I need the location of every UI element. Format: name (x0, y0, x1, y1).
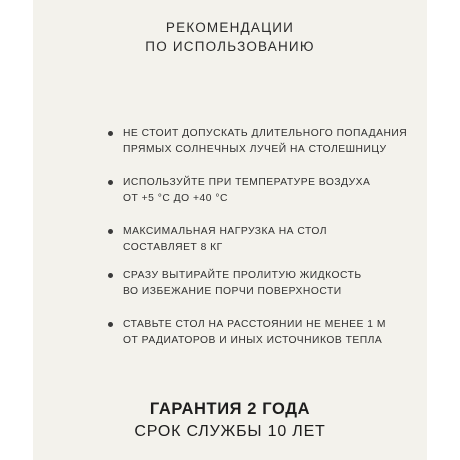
recommendation-line: ОТ РАДИАТОРОВ И ИНЫХ ИСТОЧНИКОВ ТЕПЛА (123, 334, 383, 346)
recommendation-line: СОСТАВЛЯЕТ 8 КГ (123, 241, 223, 253)
recommendation-line: СРАЗУ ВЫТИРАЙТЕ ПРОЛИТУЮ ЖИДКОСТЬ (123, 270, 362, 281)
bullet-icon (108, 180, 113, 185)
recommendations-card (33, 0, 427, 460)
recommendation-text (123, 224, 423, 255)
recommendation-line: ПРЯМЫХ СОЛНЕЧНЫХ ЛУЧЕЙ НА СТОЛЕШНИЦУ (123, 143, 387, 155)
recommendation-text (123, 317, 423, 348)
recommendation-line: ОТ +5 °С ДО +40 °С (123, 192, 228, 204)
heading-line-2: ПО ИСПОЛЬЗОВАНИЮ (145, 39, 315, 54)
bullet-icon (108, 322, 113, 327)
recommendation-text (123, 126, 423, 157)
recommendation-text (123, 175, 423, 206)
recommendation-line: СТАВЬТЕ СТОЛ НА РАССТОЯНИИ НЕ МЕНЕЕ 1 М (123, 319, 386, 330)
service-life-text: СРОК СЛУЖБЫ 10 ЛЕТ (134, 423, 326, 440)
warranty-text: ГАРАНТИЯ 2 ГОДА (149, 400, 311, 418)
recommendation-line: МАКСИМАЛЬНАЯ НАГРУЗКА НА СТОЛ (123, 226, 327, 237)
recommendation-line: НЕ СТОИТ ДОПУСКАТЬ ДЛИТЕЛЬНОГО ПОПАДАНИЯ (123, 128, 408, 139)
recommendation-line: ИСПОЛЬЗУЙТЕ ПРИ ТЕМПЕРАТУРЕ ВОЗДУХА (123, 177, 371, 188)
bullet-icon (108, 131, 113, 136)
heading-line-1: РЕКОМЕНДАЦИИ (165, 20, 295, 35)
recommendation-line: ВО ИЗБЕЖАНИЕ ПОРЧИ ПОВЕРХНОСТИ (123, 285, 342, 297)
recommendation-text (123, 268, 423, 299)
bullet-icon (108, 229, 113, 234)
bullet-icon (108, 273, 113, 278)
